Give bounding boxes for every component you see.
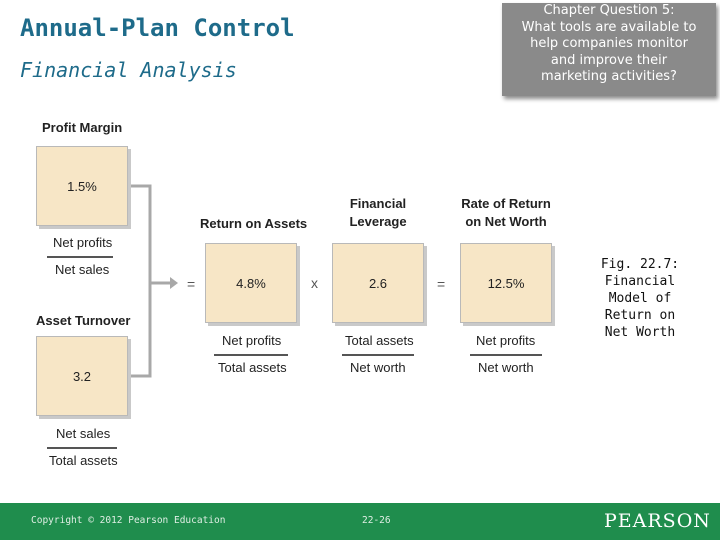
caption-line: Financial [604, 274, 676, 289]
return-on-net-worth-value: 12.5% [487, 275, 525, 291]
asset-turnover-numerator: Net sales [56, 426, 111, 441]
page-number: 22-26 [362, 515, 391, 526]
asset-turnover-header: Asset Turnover [36, 313, 131, 328]
question-line: help companies monitor [530, 36, 688, 51]
arrow-head-icon [170, 277, 178, 289]
financial-leverage-box [332, 243, 424, 323]
caption-line: Model of [608, 291, 672, 306]
times-operator: x [311, 275, 318, 291]
return-on-assets-header: Return on Assets [200, 216, 308, 231]
caption-line: Net Worth [604, 325, 676, 340]
fraction-line [47, 256, 113, 258]
asset-turnover-box [36, 336, 128, 416]
financial-leverage-header-line: Financial [349, 196, 407, 211]
fraction-line [342, 354, 414, 356]
question-line: Chapter Question 5: [543, 3, 675, 18]
slide-title: Annual-Plan Control [20, 14, 295, 42]
fraction-line [470, 354, 542, 356]
slide-subtitle: Financial Analysis [20, 58, 237, 82]
asset-turnover-value: 3.2 [72, 368, 92, 384]
return-on-assets-box [205, 243, 297, 323]
financial-leverage-value: 2.6 [368, 275, 388, 291]
return-on-net-worth-header [456, 195, 556, 231]
return-on-assets-numerator: Net profits [222, 333, 282, 348]
return-on-net-worth-header-line: on Net Worth [465, 214, 547, 229]
return-on-net-worth-denominator: Net worth [478, 360, 534, 375]
financial-leverage-header-line: Leverage [349, 214, 407, 229]
question-line: What tools are available to [521, 19, 697, 35]
asset-turnover-denominator: Total assets [49, 453, 118, 468]
equals-operator: = [187, 276, 196, 292]
return-on-net-worth-numerator: Net profits [476, 333, 536, 348]
fraction-line [47, 447, 117, 449]
return-on-net-worth-box [460, 243, 552, 323]
figure-caption [592, 256, 688, 341]
return-on-assets-value: 4.8% [236, 275, 266, 291]
financial-leverage-denominator: Net worth [350, 360, 406, 375]
profit-margin-box [36, 146, 128, 226]
caption-line: Return on [604, 308, 676, 323]
equals-operator: = [437, 276, 446, 292]
fraction-line [214, 354, 288, 356]
return-on-assets-denominator: Total assets [218, 360, 287, 375]
copyright-text: Copyright © 2012 Pearson Education [31, 515, 226, 526]
financial-leverage-numerator: Total assets [345, 333, 414, 348]
caption-line: Fig. 22.7: [600, 257, 680, 272]
profit-margin-numerator: Net profits [53, 235, 113, 250]
return-on-net-worth-header-line: Rate of Return [461, 196, 551, 211]
profit-margin-denominator: Net sales [55, 262, 110, 277]
pearson-logo: PEARSON [604, 510, 711, 532]
bracket-line [128, 186, 150, 376]
profit-margin-value: 1.5% [67, 178, 97, 194]
profit-margin-header: Profit Margin [42, 120, 123, 135]
question-line: and improve their [550, 52, 668, 68]
question-line: marketing activities? [541, 69, 677, 84]
financial-leverage-header [340, 195, 416, 231]
